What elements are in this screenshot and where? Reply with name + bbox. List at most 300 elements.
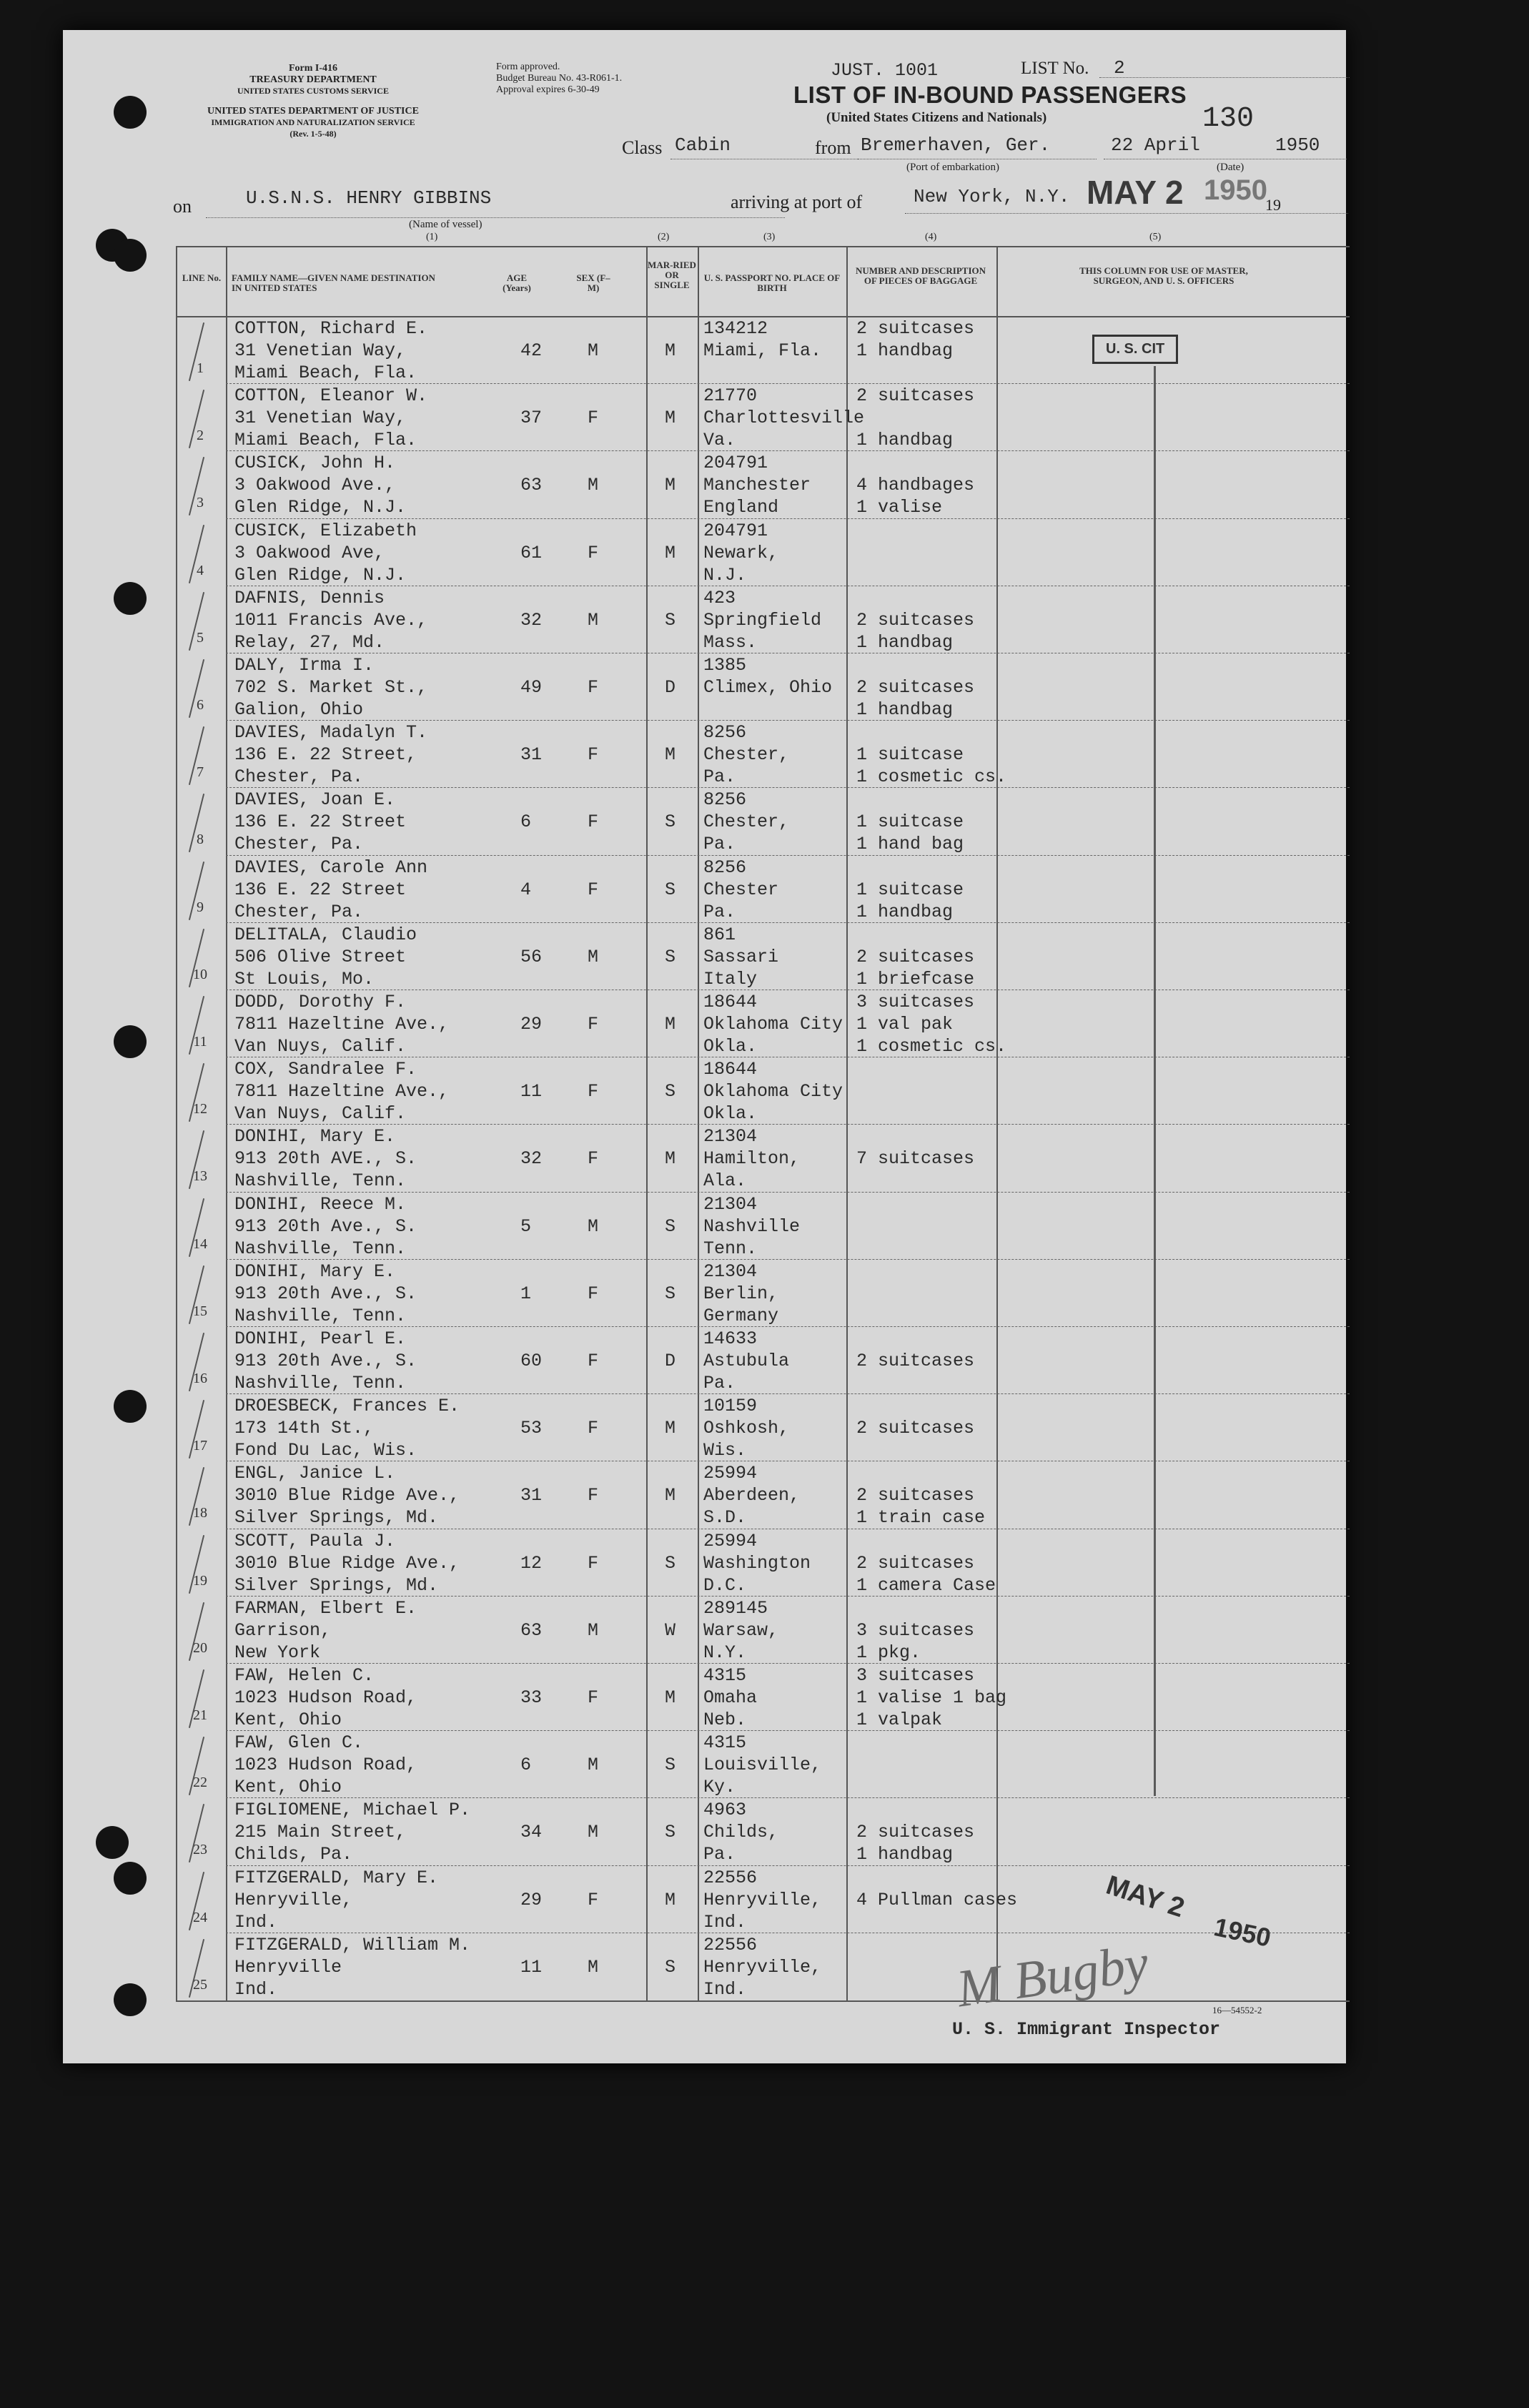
col-number-4: (4) bbox=[925, 232, 937, 242]
passenger-name-line: CUSICK, John H. bbox=[234, 453, 396, 474]
passenger-name-line: Van Nuys, Calif. bbox=[234, 1103, 407, 1125]
page-number: 130 bbox=[1202, 103, 1255, 135]
passenger-age: 33 bbox=[520, 1687, 543, 1708]
passenger-marital-status: S bbox=[665, 1956, 676, 1978]
passenger-name-line: DROESBECK, Frances E. bbox=[234, 1396, 460, 1417]
passport-birthplace-line: Pa. bbox=[703, 1844, 736, 1865]
passenger-name-line: DONIHI, Pearl E. bbox=[234, 1328, 407, 1349]
passport-birthplace-line: N.Y. bbox=[703, 1642, 747, 1663]
passenger-sex: M bbox=[588, 609, 599, 631]
passenger-name-line: Glen Ridge, N.J. bbox=[234, 564, 407, 586]
passport-birthplace-line: 204791 bbox=[703, 520, 768, 541]
passport-birthplace-line: Miami, Fla. bbox=[703, 340, 822, 361]
row-divider bbox=[226, 720, 1350, 721]
passenger-name-line: DONIHI, Reece M. bbox=[234, 1193, 407, 1215]
passenger-marital-status: S bbox=[665, 946, 676, 967]
passenger-name-line: Galion, Ohio bbox=[234, 699, 364, 720]
passenger-marital-status: M bbox=[665, 1889, 676, 1910]
passenger-name-line: 31 Venetian Way, bbox=[234, 408, 407, 429]
line-number: 13 bbox=[193, 1168, 207, 1185]
line-number: 5 bbox=[197, 629, 204, 646]
col-header-baggage: NUMBER AND DESCRIPTION OF PIECES OF BAGGAGE bbox=[855, 265, 986, 286]
line-number: 1 bbox=[197, 360, 204, 376]
passenger-name-line: DODD, Dorothy F. bbox=[234, 992, 407, 1012]
baggage-line: 1 suitcase bbox=[856, 879, 964, 900]
passenger-marital-status: M bbox=[665, 744, 676, 766]
passenger-sex: F bbox=[588, 811, 599, 833]
col-divider bbox=[996, 246, 998, 2000]
passenger-name-line: FITZGERALD, William M. bbox=[234, 1934, 471, 1955]
passport-birthplace-line: 14633 bbox=[703, 1328, 758, 1349]
passport-birthplace-line: 22556 bbox=[703, 1934, 758, 1955]
col-divider bbox=[646, 246, 648, 2000]
passport-birthplace-line: Henryville, bbox=[703, 1956, 822, 1978]
baggage-line: 3 suitcases bbox=[856, 1619, 975, 1641]
passport-birthplace-line: Tenn. bbox=[703, 1238, 758, 1259]
arrival-port: New York, N.Y. bbox=[914, 186, 1070, 207]
baggage-line: 2 suitcases bbox=[856, 1552, 975, 1574]
line-number: 11 bbox=[193, 1034, 207, 1050]
inspector-title: U. S. Immigrant Inspector bbox=[952, 2019, 1221, 2040]
line-number: 17 bbox=[193, 1438, 207, 1454]
just-code: JUST. 1001 bbox=[831, 60, 939, 81]
line-number: 25 bbox=[193, 1976, 207, 1993]
baggage-line: 2 suitcases bbox=[856, 609, 975, 631]
passenger-sex: F bbox=[588, 1552, 599, 1574]
passport-birthplace-line: Oklahoma City bbox=[703, 1081, 843, 1102]
passenger-name-line: SCOTT, Paula J. bbox=[234, 1530, 396, 1551]
passenger-sex: F bbox=[588, 677, 599, 698]
passenger-name-line: Nashville, Tenn. bbox=[234, 1373, 407, 1393]
passport-birthplace-line: 423 bbox=[703, 587, 736, 608]
passenger-name-line: Ind. bbox=[234, 1978, 278, 2000]
baggage-line: 1 handbag bbox=[856, 901, 954, 922]
passport-birthplace-line: Nashville bbox=[703, 1215, 801, 1237]
passenger-marital-status: M bbox=[665, 542, 676, 563]
passport-birthplace-line: Germany bbox=[703, 1305, 779, 1326]
col-divider bbox=[698, 246, 699, 2000]
passport-birthplace-line: Omaha bbox=[703, 1687, 758, 1708]
passenger-age: 6 bbox=[520, 811, 532, 833]
punch-hole bbox=[114, 1025, 147, 1058]
passenger-name-line: DAVIES, Joan E. bbox=[234, 789, 396, 811]
justice-dept: UNITED STATES DEPARTMENT OF JUSTICE bbox=[207, 106, 419, 117]
baggage-line: 2 suitcases bbox=[856, 385, 975, 407]
passenger-name-line: DAVIES, Madalyn T. bbox=[234, 722, 428, 744]
passenger-age: 53 bbox=[520, 1418, 543, 1439]
passenger-marital-status: S bbox=[665, 609, 676, 631]
passenger-name-line: FIGLIOMENE, Michael P. bbox=[234, 1800, 471, 1821]
col-header-age: AGE (Years) bbox=[503, 272, 531, 293]
passport-birthplace-line: Ky. bbox=[703, 1777, 736, 1798]
passport-birthplace-line: Va. bbox=[703, 430, 736, 451]
passport-birthplace-line: 4963 bbox=[703, 1800, 747, 1821]
passport-birthplace-line: 10159 bbox=[703, 1396, 758, 1417]
row-divider bbox=[226, 1326, 1350, 1327]
passport-birthplace-line: Chester, bbox=[703, 744, 790, 766]
passport-birthplace-line: Pa. bbox=[703, 1373, 736, 1393]
passenger-sex: M bbox=[588, 1619, 599, 1641]
passenger-name-line: Silver Springs, Md. bbox=[234, 1507, 439, 1529]
col-header-married: MAR-RIED OR SINGLE bbox=[648, 260, 696, 290]
passenger-name-line: 1011 Francis Ave., bbox=[234, 609, 428, 631]
punch-hole bbox=[96, 1826, 129, 1859]
passport-birthplace-line: Louisville, bbox=[703, 1755, 822, 1776]
baggage-line: 1 handbag bbox=[856, 340, 954, 361]
passenger-sex: F bbox=[588, 1014, 599, 1035]
passenger-age: 6 bbox=[520, 1755, 532, 1776]
passport-birthplace-line: Sassari bbox=[703, 946, 779, 967]
passport-birthplace-line: 21770 bbox=[703, 385, 758, 407]
list-number-value: 2 bbox=[1114, 57, 1125, 79]
passenger-name-line: 3 Oakwood Ave, bbox=[234, 542, 385, 563]
baggage-line: 1 cosmetic cs. bbox=[856, 766, 1007, 788]
passenger-name-line: 506 Olive Street bbox=[234, 946, 407, 967]
sailing-date: 22 April bbox=[1111, 134, 1200, 156]
passenger-age: 63 bbox=[520, 475, 543, 496]
passenger-age: 29 bbox=[520, 1889, 543, 1910]
line-number: 7 bbox=[197, 764, 204, 781]
passenger-marital-status: S bbox=[665, 811, 676, 833]
passenger-name-line: COX, Sandralee F. bbox=[234, 1059, 417, 1080]
passport-birthplace-line: Chester, bbox=[703, 811, 790, 833]
punch-hole bbox=[114, 239, 147, 272]
us-citizen-stamp: U. S. CIT bbox=[1092, 335, 1178, 364]
passenger-name-line: 913 20th Ave., S. bbox=[234, 1283, 417, 1304]
row-divider bbox=[226, 1393, 1350, 1394]
passport-birthplace-line: Springfield bbox=[703, 609, 822, 631]
baggage-line: 1 handbag bbox=[856, 430, 954, 451]
passport-birthplace-line: Okla. bbox=[703, 1103, 758, 1125]
passenger-sex: F bbox=[588, 542, 599, 563]
passenger-name-line: 3010 Blue Ridge Ave., bbox=[234, 1552, 460, 1574]
baggage-line: 2 suitcases bbox=[856, 677, 975, 698]
passenger-sex: M bbox=[588, 1215, 599, 1237]
col-divider bbox=[846, 246, 848, 2000]
line-number: 4 bbox=[197, 562, 204, 578]
manifest-sheet bbox=[63, 30, 1346, 2063]
arriving-label: arriving at port of bbox=[731, 192, 863, 212]
passenger-name-line: CUSICK, Elizabeth bbox=[234, 520, 417, 541]
passport-birthplace-line: 22556 bbox=[703, 1867, 758, 1888]
passenger-sex: M bbox=[588, 340, 599, 361]
passport-birthplace-line: 1385 bbox=[703, 655, 747, 676]
arrival-year-stamp: 1950 bbox=[1204, 174, 1267, 206]
passenger-name-line: 136 E. 22 Street, bbox=[234, 744, 417, 766]
passport-birthplace-line: 21304 bbox=[703, 1193, 758, 1215]
line-number: 12 bbox=[193, 1101, 207, 1117]
passport-birthplace-line: 4315 bbox=[703, 1665, 747, 1686]
passenger-name-line: Miami Beach, Fla. bbox=[234, 430, 417, 451]
passenger-name-line: Miami Beach, Fla. bbox=[234, 362, 417, 383]
passport-birthplace-line: Okla. bbox=[703, 1036, 758, 1057]
col-number-5: (5) bbox=[1149, 232, 1162, 242]
passport-birthplace-line: Ind. bbox=[703, 1911, 747, 1933]
passenger-marital-status: M bbox=[665, 1014, 676, 1035]
col-header-name: FAMILY NAME—GIVEN NAME DESTINATION IN UNITED STATES bbox=[232, 272, 435, 293]
embarkation-port: Bremerhaven, Ger. bbox=[861, 134, 1051, 156]
passport-birthplace-line: Pa. bbox=[703, 901, 736, 922]
baggage-line: 1 val pak bbox=[856, 1014, 954, 1035]
col-divider bbox=[226, 246, 227, 2000]
passenger-name-line: Fond Du Lac, Wis. bbox=[234, 1440, 417, 1461]
line-number: 2 bbox=[197, 428, 204, 444]
passenger-marital-status: S bbox=[665, 879, 676, 900]
passenger-marital-status: S bbox=[665, 1552, 676, 1574]
passenger-name-line: 7811 Hazeltine Ave., bbox=[234, 1081, 450, 1102]
table-top-border bbox=[176, 246, 1350, 247]
passenger-age: 42 bbox=[520, 340, 543, 361]
passenger-marital-status: M bbox=[665, 1687, 676, 1708]
passport-birthplace-line: Washington bbox=[703, 1552, 811, 1574]
baggage-line: 2 suitcases bbox=[856, 318, 975, 339]
passenger-marital-status: D bbox=[665, 677, 676, 698]
passenger-age: 56 bbox=[520, 946, 543, 967]
passenger-name-line: Glen Ridge, N.J. bbox=[234, 497, 407, 518]
officer-check-line bbox=[1154, 366, 1156, 1796]
passport-birthplace-line: 861 bbox=[703, 924, 736, 945]
passenger-name-line: FAW, Helen C. bbox=[234, 1665, 375, 1686]
approval-expiry: Approval expires 6-30-49 bbox=[496, 84, 600, 95]
baggage-line: 4 Pullman cases bbox=[856, 1889, 1018, 1910]
passport-birthplace-line: Italy bbox=[703, 968, 758, 990]
col-number-3: (3) bbox=[763, 232, 776, 242]
passport-birthplace-line: S.D. bbox=[703, 1507, 747, 1529]
passenger-name-line: Van Nuys, Calif. bbox=[234, 1036, 407, 1057]
passenger-name-line: 913 20th AVE., S. bbox=[234, 1148, 417, 1170]
passport-birthplace-line: 204791 bbox=[703, 453, 768, 474]
passenger-name-line: Nashville, Tenn. bbox=[234, 1170, 407, 1192]
passport-birthplace-line: Oshkosh, bbox=[703, 1418, 790, 1439]
passenger-sex: M bbox=[588, 1755, 599, 1776]
passport-birthplace-line: Ala. bbox=[703, 1170, 747, 1192]
passport-birthplace-line: Henryville, bbox=[703, 1889, 822, 1910]
passenger-name-line: FAW, Glen C. bbox=[234, 1732, 364, 1754]
form-approval: Form approved. bbox=[496, 61, 560, 72]
passenger-age: 11 bbox=[520, 1956, 543, 1978]
passport-birthplace-line: 8256 bbox=[703, 789, 747, 811]
form-subtitle: (United States Citizens and Nationals) bbox=[826, 110, 1047, 125]
passenger-marital-status: M bbox=[665, 475, 676, 496]
passenger-name-line: 136 E. 22 Street bbox=[234, 879, 407, 900]
vessel-caption: (Name of vessel) bbox=[409, 219, 483, 230]
row-divider bbox=[226, 1259, 1350, 1260]
row-divider bbox=[226, 922, 1350, 923]
on-label: on bbox=[173, 196, 192, 217]
passenger-age: 34 bbox=[520, 1822, 543, 1843]
passport-birthplace-line: Newark, bbox=[703, 542, 779, 563]
line-number: 15 bbox=[193, 1303, 207, 1319]
passenger-name-line: 913 20th Ave., S. bbox=[234, 1351, 417, 1371]
table-bottom-border bbox=[176, 2000, 1350, 2002]
inspection-date-stamp: MAY 2 bbox=[1102, 1870, 1188, 1924]
row-divider bbox=[226, 787, 1350, 788]
passenger-sex: F bbox=[588, 1889, 599, 1910]
passenger-name-line: 136 E. 22 Street bbox=[234, 811, 407, 833]
row-divider bbox=[226, 1865, 1350, 1866]
baggage-line: 1 suitcase bbox=[856, 744, 964, 766]
class-value: Cabin bbox=[675, 134, 731, 156]
passenger-name-line: Henryville bbox=[234, 1956, 342, 1978]
passport-birthplace-line: Berlin, bbox=[703, 1283, 779, 1304]
col-number-2: (2) bbox=[658, 232, 670, 242]
form-title: LIST OF IN-BOUND PASSENGERS bbox=[793, 82, 1187, 108]
punch-hole bbox=[114, 1983, 147, 2016]
passport-birthplace-line: Pa. bbox=[703, 766, 736, 788]
punch-hole bbox=[114, 582, 147, 615]
sailing-year: 1950 bbox=[1275, 134, 1320, 156]
passport-birthplace-line: 134212 bbox=[703, 318, 768, 339]
baggage-line: 1 valise bbox=[856, 497, 943, 518]
passport-birthplace-line: Warsaw, bbox=[703, 1619, 779, 1641]
arrival-year-suffix: 19 bbox=[1265, 196, 1281, 214]
passport-birthplace-line: N.J. bbox=[703, 564, 747, 586]
arrival-date-stamp: MAY 2 bbox=[1087, 174, 1184, 211]
passport-birthplace-line: 8256 bbox=[703, 722, 747, 744]
passenger-marital-status: M bbox=[665, 1485, 676, 1506]
passenger-age: 49 bbox=[520, 677, 543, 698]
line-number: 21 bbox=[193, 1707, 207, 1723]
passport-birthplace-line: 18644 bbox=[703, 1059, 758, 1080]
baggage-line: 3 suitcases bbox=[856, 1665, 975, 1686]
inspection-year-stamp: 1950 bbox=[1211, 1912, 1274, 1953]
passport-birthplace-line: Manchester bbox=[703, 475, 811, 496]
passport-birthplace-line: D.C. bbox=[703, 1574, 747, 1596]
passport-birthplace-line: Chester bbox=[703, 879, 779, 900]
passenger-age: 32 bbox=[520, 1148, 543, 1170]
passenger-name-line: Nashville, Tenn. bbox=[234, 1305, 407, 1326]
passenger-name-line: DELITALA, Claudio bbox=[234, 924, 417, 945]
passport-birthplace-line: Climex, Ohio bbox=[703, 677, 833, 698]
passenger-sex: F bbox=[588, 1351, 599, 1371]
form-number: Form I-416 bbox=[288, 63, 338, 74]
budget-bureau: Budget Bureau No. 43-R061-1. bbox=[496, 73, 623, 84]
passenger-name-line: 7811 Hazeltine Ave., bbox=[234, 1014, 450, 1035]
passenger-age: 1 bbox=[520, 1283, 532, 1304]
passenger-age: 63 bbox=[520, 1619, 543, 1641]
passenger-name-line: 913 20th Ave., S. bbox=[234, 1215, 417, 1237]
baggage-line: 1 pkg. bbox=[856, 1642, 921, 1663]
passenger-name-line: COTTON, Richard E. bbox=[234, 318, 428, 339]
passenger-age: 12 bbox=[520, 1552, 543, 1574]
passenger-name-line: DONIHI, Mary E. bbox=[234, 1126, 396, 1148]
passenger-name-line: 1023 Hudson Road, bbox=[234, 1687, 417, 1708]
passenger-age: 31 bbox=[520, 1485, 543, 1506]
line-number: 14 bbox=[193, 1235, 207, 1252]
passenger-name-line: Kent, Ohio bbox=[234, 1777, 342, 1798]
passenger-marital-status: M bbox=[665, 340, 676, 361]
passenger-sex: F bbox=[588, 1081, 599, 1102]
passenger-name-line: FITZGERALD, Mary E. bbox=[234, 1867, 439, 1888]
passenger-sex: F bbox=[588, 1283, 599, 1304]
baggage-line: 1 hand bag bbox=[856, 834, 964, 855]
baggage-line: 1 cosmetic cs. bbox=[856, 1036, 1007, 1057]
passport-birthplace-line: Pa. bbox=[703, 834, 736, 855]
passport-birthplace-line: Childs, bbox=[703, 1822, 779, 1843]
line-number: 20 bbox=[193, 1639, 207, 1656]
passenger-marital-status: S bbox=[665, 1215, 676, 1237]
baggage-line: 1 valpak bbox=[856, 1709, 943, 1730]
passport-birthplace-line: Mass. bbox=[703, 631, 758, 653]
baggage-line: 1 camera Case bbox=[856, 1574, 996, 1596]
passport-birthplace-line: 25994 bbox=[703, 1530, 758, 1551]
passport-birthplace-line: Oklahoma City bbox=[703, 1014, 843, 1035]
form-revision: (Rev. 1-5-48) bbox=[290, 129, 337, 139]
passenger-name-line: Chester, Pa. bbox=[234, 834, 364, 855]
passport-birthplace-line: 21304 bbox=[703, 1260, 758, 1282]
passenger-age: 31 bbox=[520, 744, 543, 766]
passenger-marital-status: S bbox=[665, 1283, 676, 1304]
passenger-name-line: DONIHI, Mary E. bbox=[234, 1260, 396, 1282]
passenger-sex: F bbox=[588, 879, 599, 900]
baggage-line: 1 train case bbox=[856, 1507, 986, 1529]
passenger-name-line: DAVIES, Carole Ann bbox=[234, 857, 428, 878]
row-divider bbox=[226, 1596, 1350, 1597]
row-divider bbox=[226, 1797, 1350, 1798]
line-number: 16 bbox=[193, 1371, 207, 1386]
passenger-name-line: DAFNIS, Dennis bbox=[234, 587, 385, 608]
passenger-sex: M bbox=[588, 1956, 599, 1978]
passenger-name-line: Silver Springs, Md. bbox=[234, 1574, 439, 1596]
passenger-name-line: 3 Oakwood Ave., bbox=[234, 475, 396, 496]
form-code: 16—54552-2 bbox=[1212, 2005, 1262, 2015]
passenger-name-line: 215 Main Street, bbox=[234, 1822, 407, 1843]
baggage-line: 7 suitcases bbox=[856, 1148, 975, 1170]
passenger-marital-status: W bbox=[665, 1619, 676, 1641]
passenger-name-line: 173 14th St., bbox=[234, 1418, 375, 1439]
vessel-name: U.S.N.S. HENRY GIBBINS bbox=[246, 187, 492, 209]
passenger-name-line: 31 Venetian Way, bbox=[234, 340, 407, 361]
passenger-sex: F bbox=[588, 744, 599, 766]
list-number-label: LIST No. bbox=[1021, 59, 1089, 78]
table-left-border bbox=[176, 246, 177, 2000]
passenger-name-line: Chester, Pa. bbox=[234, 901, 364, 922]
baggage-line: 1 valise 1 bag bbox=[856, 1687, 1007, 1708]
passport-birthplace-line: Charlottesville bbox=[703, 408, 865, 429]
passenger-name-line: 3010 Blue Ridge Ave., bbox=[234, 1485, 460, 1506]
passport-birthplace-line: 25994 bbox=[703, 1463, 758, 1484]
passenger-age: 4 bbox=[520, 879, 532, 900]
punch-hole bbox=[114, 96, 147, 129]
passenger-age: 32 bbox=[520, 609, 543, 631]
baggage-line: 1 suitcase bbox=[856, 811, 964, 833]
customs-service: UNITED STATES CUSTOMS SERVICE bbox=[237, 86, 389, 96]
passenger-name-line: 1023 Hudson Road, bbox=[234, 1755, 417, 1776]
passenger-marital-status: D bbox=[665, 1351, 676, 1371]
embarkation-caption: (Port of embarkation) bbox=[906, 162, 999, 173]
line-number: 9 bbox=[197, 899, 204, 915]
line-number: 23 bbox=[193, 1842, 207, 1858]
passenger-name-line: ENGL, Janice L. bbox=[234, 1463, 396, 1484]
passport-birthplace-line: 289145 bbox=[703, 1597, 768, 1619]
passenger-name-line: Chester, Pa. bbox=[234, 766, 364, 788]
passenger-age: 5 bbox=[520, 1215, 532, 1237]
class-label: Class bbox=[622, 137, 663, 158]
passport-birthplace-line: England bbox=[703, 497, 779, 518]
passport-birthplace-line: 21304 bbox=[703, 1126, 758, 1148]
passenger-name-line: Childs, Pa. bbox=[234, 1844, 353, 1865]
passenger-sex: F bbox=[588, 1687, 599, 1708]
passenger-age: 60 bbox=[520, 1351, 543, 1371]
passenger-name-line: 702 S. Market St., bbox=[234, 677, 428, 698]
passport-birthplace-line: Hamilton, bbox=[703, 1148, 801, 1170]
passenger-sex: F bbox=[588, 1485, 599, 1506]
row-divider bbox=[226, 1663, 1350, 1664]
passenger-name-line: DALY, Irma I. bbox=[234, 655, 375, 676]
line-number: 22 bbox=[193, 1775, 207, 1791]
line-number: 6 bbox=[197, 697, 204, 713]
passenger-marital-status: S bbox=[665, 1822, 676, 1843]
